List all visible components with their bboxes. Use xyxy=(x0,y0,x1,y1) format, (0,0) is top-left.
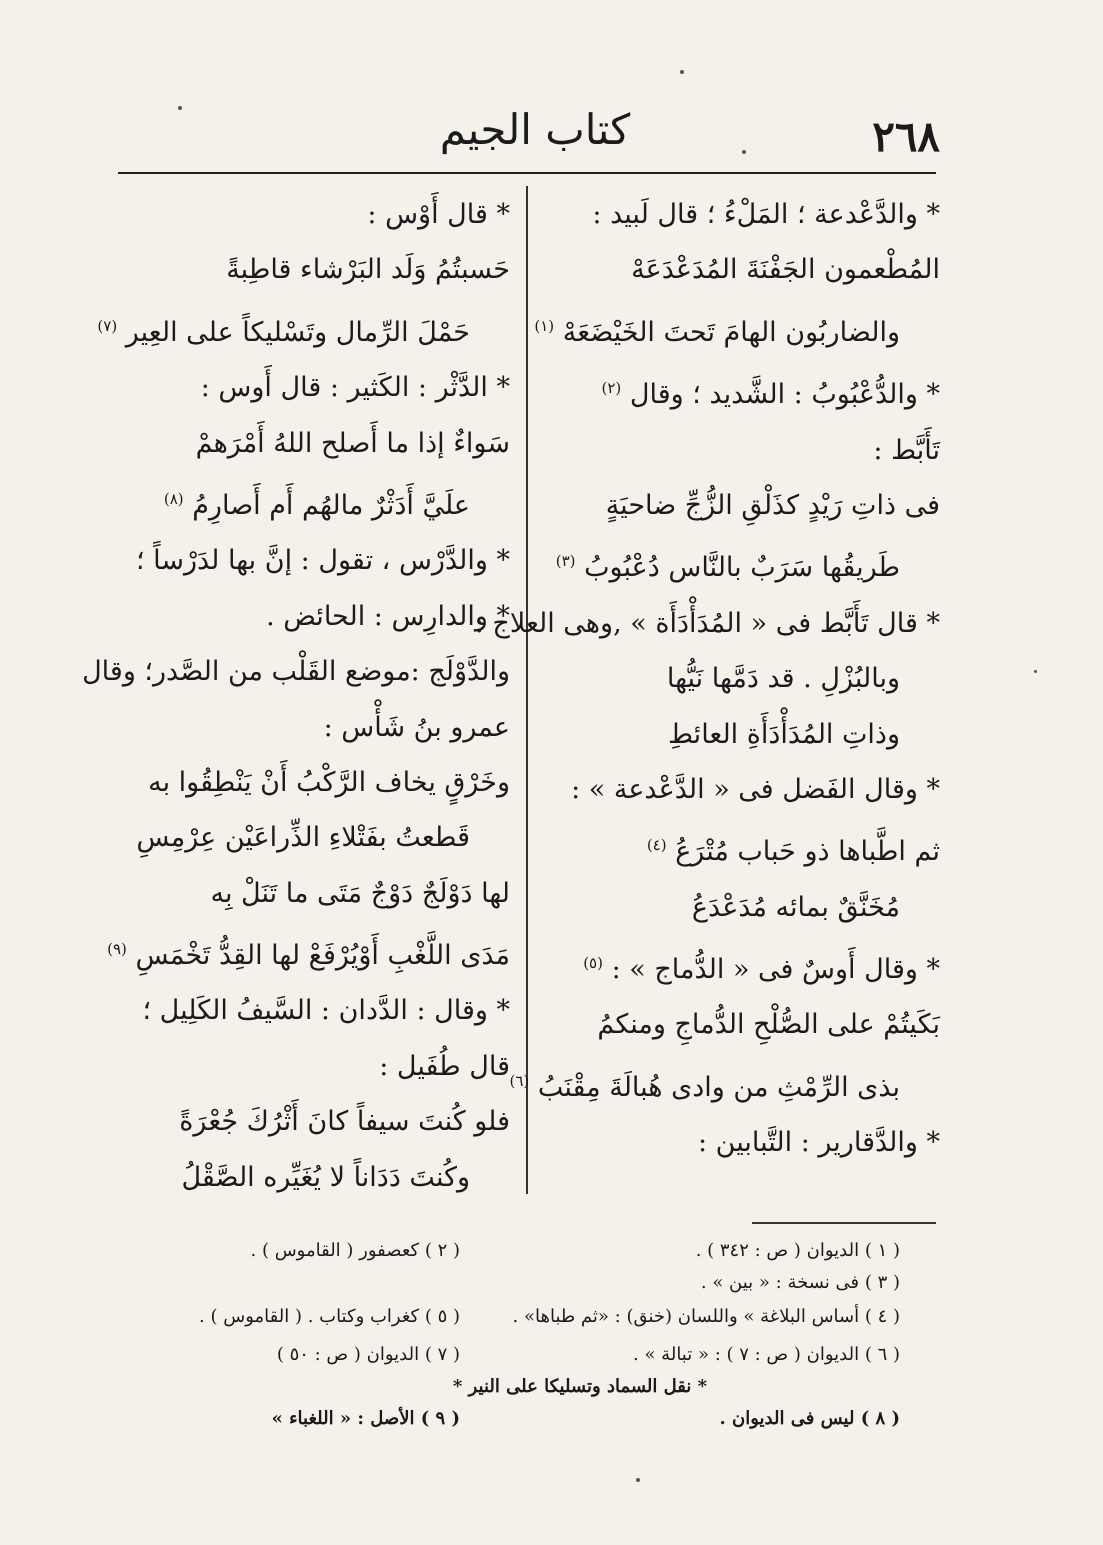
footnote-ref: (٢) xyxy=(601,379,622,398)
verse-line xyxy=(107,934,510,972)
verse-text: علَيَّ أَدَثْرٌ مالهُم أَم أَصارِمُ xyxy=(192,489,470,521)
verse-text: والضاربُون الهامَ تَحتَ الخَيْضَعَهْ xyxy=(562,316,900,348)
text-line: * والدَّقارير : التَّبابين : xyxy=(697,1127,940,1159)
verse-line: قَطعتُ بفَتْلاءِ الذِّراعَيْن عِرْمِسِ xyxy=(136,822,470,854)
verse-line: المُطْعمون الجَفْنَةَ المُدَعْدَعَهْ xyxy=(631,254,940,286)
footnote-star: * نقل السماد وتسليكا على النير * xyxy=(452,1376,708,1397)
ink-speck xyxy=(742,150,746,154)
footnote-ref: (٣) xyxy=(555,552,576,571)
footnote-ref: (٧) xyxy=(97,316,118,335)
header-rule xyxy=(118,172,936,174)
footnote-7: ( ٧ ) الديوان ( ص : ٥٠ ) xyxy=(276,1344,460,1365)
verse-text: طَريقُها سَرَبٌ بالنَّاس دُعْبُوبُ xyxy=(584,552,900,584)
verse-line xyxy=(118,484,510,521)
text-line: * الدَّثْر : الكَثير : قال أَوس : xyxy=(200,372,510,404)
text-line: عمرو بنُ شَأْس : xyxy=(323,711,510,743)
text-line: قال طُفَيل : xyxy=(379,1050,510,1082)
text-line: * قال تَأَبَّط فى « المُدَأْدَأَة » ,وهى العلاج : xyxy=(474,607,940,639)
text-line: * قال أَوْس : xyxy=(367,199,510,230)
text-line: * والدارِس : الحائض . xyxy=(266,600,510,632)
footnote-2: ( ٢ ) كعصفور ( القاموس ) . xyxy=(250,1240,460,1261)
footnote-ref: (٦) xyxy=(509,1071,530,1090)
footnote-5: ( ٥ ) كغراب وكتاب . ( القاموس ) . xyxy=(199,1306,460,1327)
ink-speck xyxy=(178,106,182,110)
verse-line: حَسبتُمُ وَلَد البَرْشاء قاطِبةً xyxy=(226,254,510,286)
verse-line xyxy=(509,1066,940,1103)
verse-line xyxy=(548,830,940,867)
ink-speck xyxy=(636,1478,640,1482)
left-column xyxy=(82,199,510,1218)
verse-line: مُخَنَّقٌ بمائه مُدَعْدَعُ xyxy=(691,891,900,923)
footnote-rule xyxy=(752,1222,936,1224)
verse-text: بذى الرِّمْثِ من وادى هُبالَةَ مِقْنَبُ xyxy=(537,1071,900,1103)
text-line xyxy=(548,373,940,410)
text-line xyxy=(548,948,940,985)
verse-line: وخَرْقٍ يخاف الرَّكْبُ أَنْ يَنْطِقُوا به xyxy=(148,766,510,798)
verse-text: ثم اطَّباها ذو حَباب مُتْرَعُ xyxy=(675,836,940,868)
text-line: * وقال الفَضل فى « الدَّعْدعة » : xyxy=(571,773,940,805)
verse-line xyxy=(534,311,940,348)
page-number: ٢٦٨ xyxy=(872,112,940,161)
verse-line: فى ذاتِ رَيْدٍ كذَلْقِ الزُّجِّ ضاحيَةٍ xyxy=(605,489,940,521)
verse-line: لها دَوْلَجٌ دَوْجٌ مَتَى ما تَنَلْ بِه xyxy=(210,877,510,909)
ink-speck xyxy=(680,70,684,74)
text-line: * والدَّرْس ، تقول : إنَّ بها لدَرْساً ؛ xyxy=(135,545,510,577)
footnote-ref: (٩) xyxy=(107,940,127,959)
right-column xyxy=(474,199,940,1184)
entry-text: * والدُّعْبُوبُ : الشَّديد ؛ وقال xyxy=(629,379,940,411)
verse-line xyxy=(97,311,510,348)
verse-line xyxy=(548,546,940,583)
text-line: والدَّوْلَج :موضع القَلْب من الصَّدر؛ وقال xyxy=(82,656,510,688)
verse-line: سَواءٌ إذا ما أَصلح اللهُ أَمْرَهمْ xyxy=(195,427,510,459)
footnote-ref: (٥) xyxy=(583,954,603,973)
footnote-8: ( ٨ ) ليس فى الديوان . xyxy=(719,1408,900,1429)
footnote-4: ( ٤ ) أساس البلاغة » واللسان (خنق) : «ثم طباها» . xyxy=(512,1306,900,1327)
ink-speck xyxy=(1034,670,1037,673)
verse-line: وذاتِ المُدَأْدَأَةِ العائطِ xyxy=(668,718,900,750)
column-divider xyxy=(526,186,528,1194)
footnote-1: ( ١ ) الديوان ( ص : ٣٤٢ ) . xyxy=(695,1240,900,1261)
verse-line: وكُنتَ دَدَاناً لا يُغَيِّره الصَّقْلُ xyxy=(181,1161,470,1193)
footnote-3: ( ٣ ) فى نسخة : « بين » . xyxy=(700,1272,900,1293)
footnote-9: ( ٩ ) الأصل : « اللغباء » xyxy=(271,1408,460,1429)
verse-line: بَكَيتُمْ على الصُّلْحِ الدُّماجِ ومنكمُ xyxy=(597,1009,940,1041)
text-line: * والدَّعْدعة ؛ المَلْءُ ؛ قال لَبيد : xyxy=(592,199,940,230)
entry-text: * وقال أَوسٌ فى « الدُّماج » : xyxy=(611,954,940,986)
verse-text: حَمْلَ الرِّمال وتَسْليكاً على العِير xyxy=(125,316,470,348)
text-line: تَأَبَّط : xyxy=(873,434,940,466)
footnote-6: ( ٦ ) الديوان ( ص : ٧ ) : « تبالة » . xyxy=(633,1344,900,1365)
book-title: كتاب الجيم xyxy=(439,105,631,154)
footnote-ref: (١) xyxy=(534,316,555,335)
footnote-ref: (٤) xyxy=(646,836,667,855)
verse-line: فلو كُنتَ سيفاً كانَ أَثْرُكَ جُعْرَةً xyxy=(179,1106,510,1138)
verse-line: وبالبُزْلِ . قد دَمَّها نَيُّها xyxy=(666,663,900,695)
text-line: * وقال : الدَّدان : السَّيفُ الكَلِيل ؛ xyxy=(142,995,510,1027)
footnote-ref: (٨) xyxy=(163,489,184,508)
verse-text: مَدَى اللَّغْبِ أَوْيُرْفَعْ لها القِدُّ تَخْمَسِ xyxy=(135,940,510,972)
